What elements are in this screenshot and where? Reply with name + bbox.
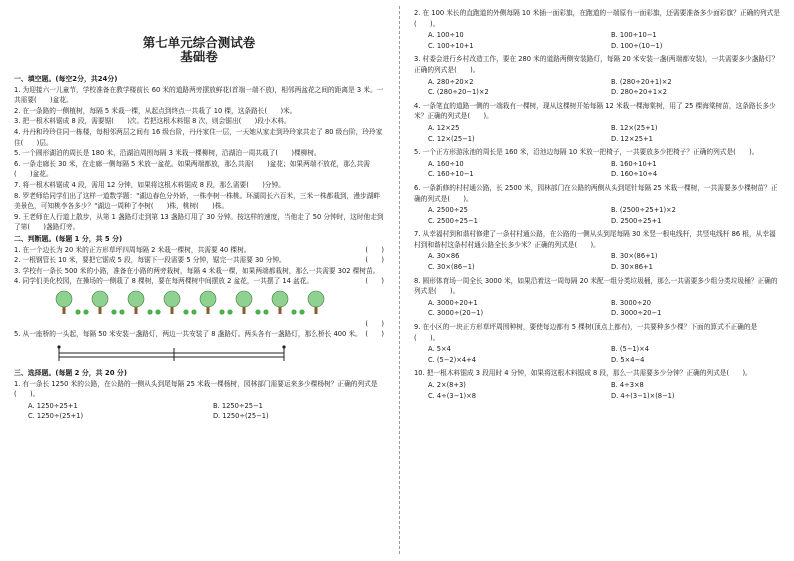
choice-option[interactable]: C. 100÷10+1	[428, 41, 474, 50]
judge-answer-paren: ( )	[365, 277, 384, 286]
lamp-icon	[282, 345, 285, 348]
tree-icon	[128, 291, 144, 307]
choice-option[interactable]: A. 30×86	[428, 252, 460, 261]
choice-q9-stem: 9. 在小区的一块正方形草坪周围种树，要使每边都有 5 棵树(顶点上都有)，一共要种多少棵？下面的算式不正确的是( )。	[414, 323, 758, 342]
choice-option[interactable]: A. 5×4	[428, 345, 451, 354]
bridge-lamp-illustration	[54, 343, 384, 363]
choice-option[interactable]: C. 4÷(3−1)×8	[428, 391, 476, 400]
flower-pot-icon	[183, 309, 188, 314]
choice-option[interactable]: C. 2500÷25−1	[428, 216, 478, 225]
choice-q4-stem: 4. 一条笔直的道路一侧的一端栽有一棵树，现从这棵树开始每隔 12 米栽一棵海棠树，用了 25 棵海棠树苗，这条路长多少米？正确的列式是( )。	[414, 101, 776, 121]
choice-q1-stem: 1. 有一条长 1250 米的公路，在公路的一侧从头到尾每隔 25 米栽一棵杨树，园林部门需要运来多少棵杨树？正确的列式是( )。	[14, 379, 378, 399]
choice-option[interactable]: D. 5×4−4	[611, 355, 645, 364]
tree-icon	[56, 291, 72, 307]
choice-section-heading: 三、选择题。(每题 2 分，共 20 分)	[14, 369, 127, 378]
fill-section-heading: 一、填空题。(每空2分，共24分)	[14, 75, 118, 83]
trees-svg	[54, 290, 334, 316]
choice-option[interactable]: D. 160÷10÷4	[611, 170, 658, 179]
choice-option[interactable]: B. 4÷3×8	[611, 381, 644, 389]
judge-section-heading: 二、判断题。(每题 1 分，共 5 分)	[14, 234, 123, 243]
choice-option[interactable]: B. (2500÷25+1)×2	[611, 206, 676, 215]
choice-option[interactable]: D. 3000÷20−1	[611, 309, 662, 318]
flower-pot-icon	[191, 309, 196, 314]
fill-q5: 5. 一个圆形湖泊的周长是 180 米，沿湖泊周围每隔 3 米栽一棵柳树，沿湖泊一周共栽了( )棵柳树。	[14, 149, 321, 158]
choice-q4-options	[414, 123, 780, 144]
flower-pot-icon	[227, 309, 232, 314]
choice-option[interactable]: C. (280÷20−1)×2	[428, 88, 489, 97]
choice-option[interactable]: D. 100÷(10−1)	[611, 41, 663, 50]
choice-q5-stem: 5. 一个正方形游泳池的周长是 160 米，沿池边每隔 10 米放一把椅子，一共要放多少把椅子？正确的列式是( )。	[414, 148, 759, 157]
fill-q4: 4. 丹丹和玲玲住同一栋楼，每相邻两层之间有 16 级台阶，丹丹家住一层，一天她从家走到玲玲家共走了 80 级台阶，玲玲家住( )层。	[14, 127, 383, 147]
choice-q7-stem: 7. 从幸福村到和谐村修建了一条村村通公路，在公路的一侧从头到尾每隔 30 米竖一根电线杆，共竖电线杆 86 根，从幸福村到和谐村这条村村通公路全长多少米？正确的列式是( )。	[414, 230, 776, 249]
choice-q2-stem: 2. 在 100 米长的直跑道的外侧每隔 10 米插一面彩旗，在跑道的一端原有一面彩旗，还需要准备多少面彩旗？正确的列式是( )。	[414, 9, 780, 28]
judge-answer-paren: ( )	[365, 330, 384, 339]
choice-q5-options	[414, 159, 780, 180]
choice-option[interactable]: A. 160÷10	[428, 159, 464, 168]
choice-option[interactable]: A. 100÷10	[428, 31, 464, 40]
choice-option[interactable]: D. 30×86+1	[611, 263, 653, 272]
judge-q2: 2. 一根钢管长 10 米，要把它锯成 5 段，每锯下一段需要 5 分钟，锯完一共需要 30 分钟。 ( )	[14, 256, 384, 265]
choice-option[interactable]: B. 3000÷20	[611, 298, 651, 307]
judge-answer-paren: ( )	[365, 256, 384, 265]
choice-option[interactable]: D. 12×25+1	[611, 134, 653, 143]
choice-q6-stem: 6. 一条新修的村村通公路，长 2500 米，园林部门在公路的两侧从头到尾针每隔 25 米栽一棵树，一共需要多少棵树苗？正确的列式是( )。	[414, 183, 778, 203]
flower-pot-icon	[299, 309, 304, 314]
flower-pot-icon	[263, 309, 268, 314]
fill-q1: 1. 为迎接六一儿童节，学校准备在教学楼前长 60 米的道路两旁摆放鲜花(首端一端不放)，相邻两盆花之间的距离是 3 米。一共需要( )盆花。	[14, 85, 384, 105]
choice-option[interactable]: B. 1250÷25−1	[213, 401, 263, 410]
flower-pot-icon	[111, 309, 116, 314]
choice-q7-options	[414, 251, 780, 272]
choice-q9-options	[414, 344, 780, 365]
choice-option[interactable]: B. 30×(86+1)	[611, 252, 658, 261]
choice-option[interactable]: A. 2500÷25	[428, 206, 468, 215]
choice-option[interactable]: C. 1250÷(25+1)	[28, 412, 84, 421]
flower-pot-icon	[291, 309, 296, 314]
choice-q2-options	[414, 30, 780, 51]
flower-pot-icon	[119, 309, 124, 314]
choice-q10-options	[414, 380, 780, 401]
right-column	[414, 0, 780, 404]
lamp-icon	[57, 345, 60, 348]
choice-option[interactable]: B. 12×(25+1)	[611, 123, 658, 132]
judge-q1: 1. 在一个边长为 20 米的正方形草坪四周每隔 2 米栽一棵树，共需要 40 棵树。 ( )	[14, 245, 384, 254]
choice-q1-options	[14, 401, 384, 422]
flower-pot-icon	[75, 309, 80, 314]
tree-icon	[272, 291, 288, 307]
fill-q8: 8. 罗老师给同学们出了这样一道数学题："湖边春色分外娇，一株李树一株桃。环湖周长六百米，三米一株都栽到，漫步湖畔美景色，可知桃李各多少？"湖边一周种了李树( )株，桃树( )株。	[14, 191, 381, 211]
choice-q8-stem: 8. 圆形体育场一周全长 3000 米，如果沿着这一周每隔 20 米配一组分类垃圾桶，那么一共需要多少组分类垃圾桶？正确的列式是( )。	[414, 276, 778, 296]
choice-option[interactable]: D. 4÷(3−1)×(8−1)	[611, 391, 675, 400]
choice-option[interactable]: C. 12×(25−1)	[428, 134, 475, 143]
choice-q3-options	[414, 77, 780, 98]
choice-option[interactable]: D. 280÷20+1×2	[611, 88, 667, 97]
flower-pot-icon	[255, 309, 260, 314]
judge-q4: 4. 同学们美化校园，在操场的一侧栽了 8 棵树，要在每两棵树中间摆放 2 盆花，一共摆了 14 盆花。	[14, 277, 314, 286]
choice-option[interactable]: A. 280÷20×2	[428, 77, 474, 86]
choice-option[interactable]: C. 30×(86−1)	[428, 263, 475, 272]
fill-q9: 9. 王老师在人行道上散步，从第 1 盏路灯走到第 13 盏路灯用了 30 分钟。按这样的速度，当他走了 50 分钟时，这时他走到了第( )盏路灯旁。	[14, 212, 384, 232]
choice-option[interactable]: B. (5−1)×4	[611, 345, 650, 354]
tree-icon	[92, 291, 108, 307]
left-column	[14, 0, 384, 425]
choice-option[interactable]: B. 160÷10+1	[611, 159, 657, 168]
judge-answer-paren: ( )	[365, 245, 384, 254]
page-title: 第七单元综合测试卷	[142, 35, 256, 50]
fill-q3: 3. 把一根木料锯成 8 段，需要锯( )次。若把这根木料锯 8 次，则会锯出( )段小木料。	[14, 117, 291, 126]
flower-pot-icon	[155, 309, 160, 314]
judge-q4-answer: ( )	[365, 319, 384, 328]
choice-q3-stem: 3. 村委会进行乡村改造工作，要在 280 米的道路两侧安装路灯，每隔 20 米安装一盏(两端都安装)，一共需要多少盏路灯？正确的列式是( )。	[414, 55, 779, 74]
flower-pot-icon	[147, 309, 152, 314]
flower-pot-icon	[83, 309, 88, 314]
choice-q10-stem: 10. 把一根木料锯成 3 段用时 4 分钟，如果将这根木料锯成 8 段，那么一共需要多少分钟？正确的列式是( )。	[414, 369, 752, 378]
page-subtitle: 基础卷	[180, 49, 218, 64]
tree-icon	[164, 291, 180, 307]
choice-option[interactable]: A. 12×25	[428, 123, 460, 132]
fill-q6: 6. 一条走廊长 30 米，在走廊一侧每隔 5 米放一盆花。如果两端都放，那么共需( )盆花；如果两端不放花，那么共需( )盆花。	[14, 159, 370, 179]
choice-option[interactable]: A. 1250÷25+1	[28, 401, 78, 410]
judge-q5: 5. 从一座桥的一头起，每隔 50 米安装一盏路灯，两边一共安装了 8 盏路灯。两头各有一盏路灯，那么桥长 400 米。 ( )	[14, 330, 384, 339]
choice-option[interactable]: B. (280÷20+1)×2	[611, 77, 672, 86]
tree-icon	[200, 291, 216, 307]
bridge-svg	[54, 343, 294, 363]
flower-pot-icon	[219, 309, 224, 314]
tree-icon	[236, 291, 252, 307]
choice-q6-options	[414, 205, 780, 226]
column-divider	[399, 6, 400, 554]
choice-option[interactable]: D. 2500÷25+1	[611, 216, 662, 225]
choice-q8-options	[414, 298, 780, 319]
choice-option[interactable]: C. (5−2)×4+4	[428, 355, 476, 364]
fill-q2: 2. 在一条路的一侧植树，每隔 5 米栽一棵，从起点到终点一共栽了 10 棵，这条路长( )米。	[14, 106, 297, 115]
choice-option[interactable]: A. 3000÷20+1	[428, 298, 478, 307]
judge-q3: 3. 学校有一条长 500 米的小路，准备在小路的两旁栽树，每隔 4 米栽一棵，如果两端都栽树，那么一共需要 302 棵树苗。 ( )	[14, 266, 384, 286]
choice-option[interactable]: D. 1250÷(25−1)	[213, 412, 269, 421]
tree-row-illustration	[54, 290, 384, 316]
choice-option[interactable]: B. 100÷10−1	[611, 31, 657, 40]
choice-option[interactable]: C. 3000÷(20−1)	[428, 309, 484, 318]
choice-option[interactable]: C. 160÷10−1	[428, 170, 474, 179]
fill-q7: 7. 将一根木料锯成 4 段，需用 12 分钟，如果将这根木料锯成 8 段，那么需要( )分钟。	[14, 180, 285, 189]
choice-option[interactable]: A. 2×(8+3)	[428, 381, 466, 389]
tree-icon	[308, 291, 324, 307]
